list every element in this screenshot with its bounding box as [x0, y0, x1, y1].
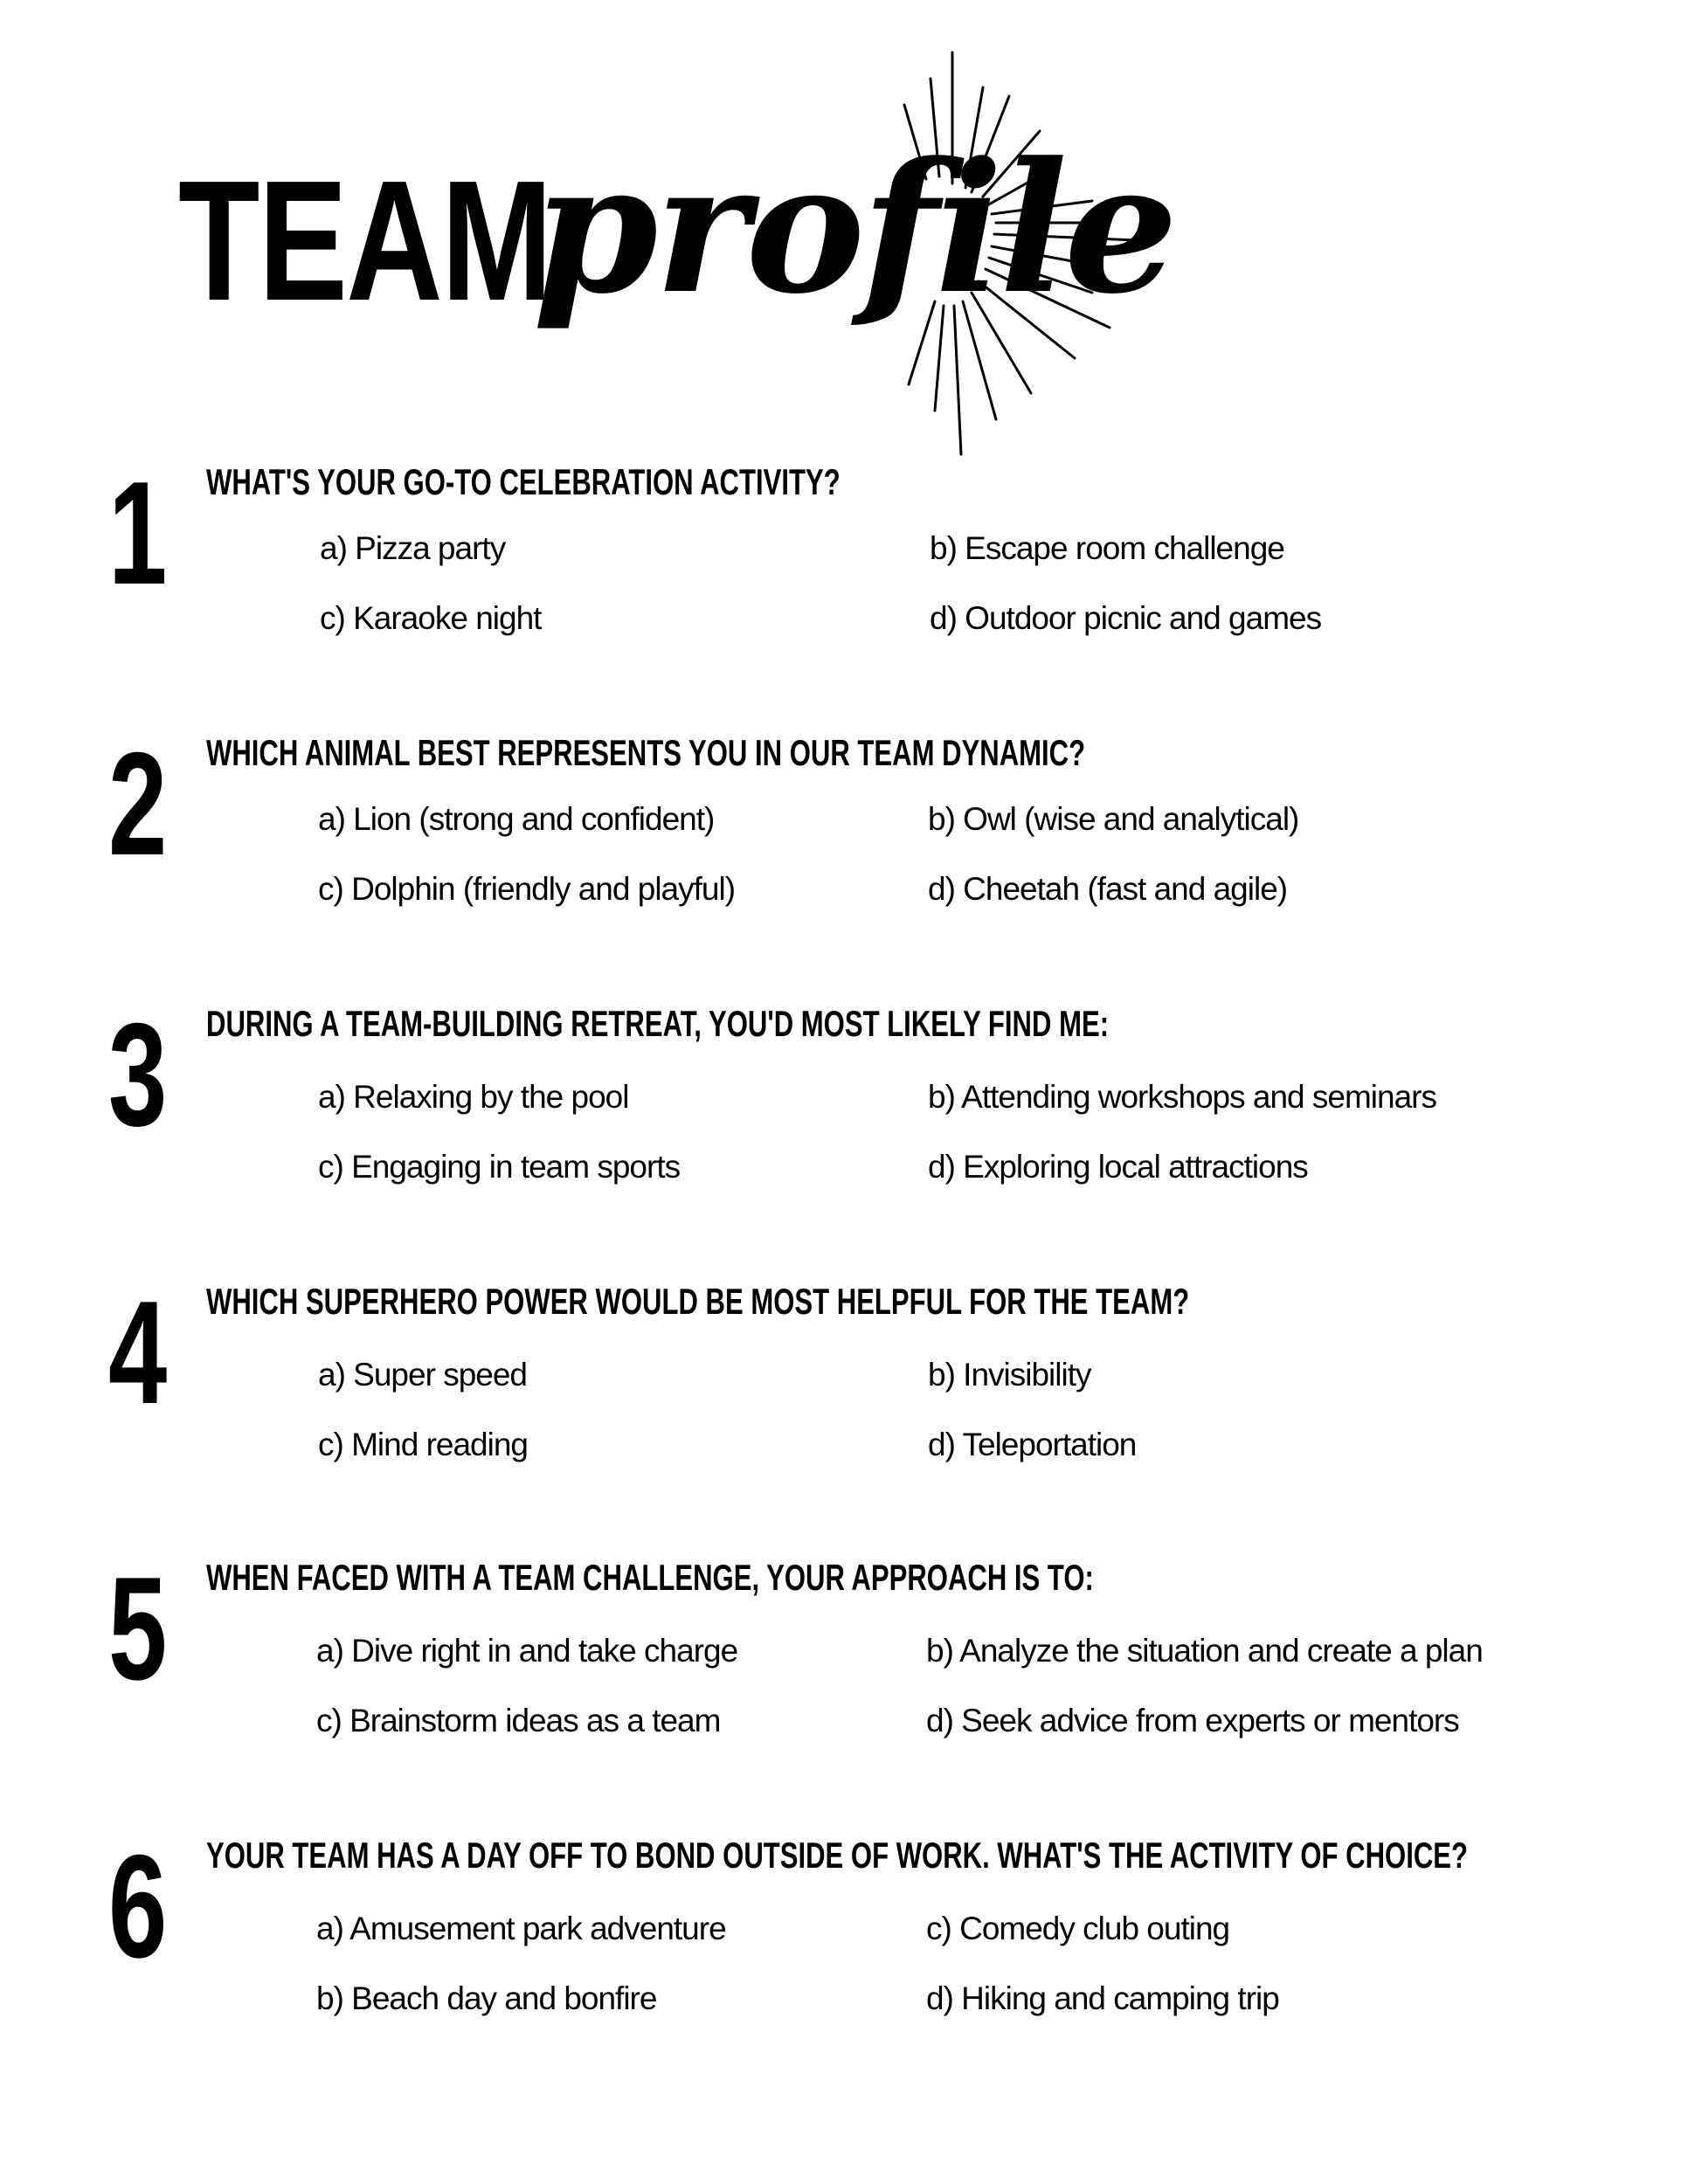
question-number: 1	[108, 451, 168, 615]
question-5	[0, 1546, 1688, 1782]
answer-option-b[interactable]: b) Attending workshops and seminars	[928, 1079, 1437, 1115]
answer-option-d[interactable]: d) Seek advice from experts or mentors	[926, 1703, 1459, 1738]
answer-option-c-right[interactable]: c) Comedy club outing	[926, 1911, 1230, 1946]
answer-option-b[interactable]: b) Owl (wise and analytical)	[928, 801, 1299, 837]
answer-option-c[interactable]: c) Engaging in team sports	[318, 1149, 681, 1185]
answer-option-a[interactable]: a) Dive right in and take charge	[316, 1633, 738, 1669]
answer-option-d[interactable]: d) Teleportation	[928, 1427, 1137, 1462]
question-1	[0, 451, 1688, 687]
answer-option-a[interactable]: a) Super speed	[318, 1357, 528, 1393]
question-3	[0, 992, 1688, 1228]
answer-option-a[interactable]: a) Pizza party	[320, 530, 506, 566]
answer-option-c[interactable]: c) Brainstorm ideas as a team	[316, 1703, 721, 1738]
answer-option-c[interactable]: c) Dolphin (friendly and playful)	[318, 871, 736, 907]
answer-option-d[interactable]: d) Outdoor picnic and games	[930, 600, 1322, 636]
question-text: WHICH ANIMAL BEST REPRESENTS YOU IN OUR TEAM DYNAMIC?	[206, 732, 1086, 773]
answer-option-d[interactable]: d) Exploring local attractions	[928, 1149, 1308, 1185]
title-profile: profile	[533, 124, 1175, 334]
answer-option-b-left[interactable]: b) Beach day and bonfire	[316, 1980, 657, 2016]
answer-option-d[interactable]: d) Hiking and camping trip	[926, 1980, 1279, 2016]
question-number: 2	[108, 722, 168, 886]
question-text: WHEN FACED WITH A TEAM CHALLENGE, YOUR APPROACH IS TO:	[206, 1557, 1094, 1598]
question-number: 3	[108, 992, 168, 1157]
question-text: YOUR TEAM HAS A DAY OFF TO BOND OUTSIDE OF WORK. WHAT'S THE ACTIVITY OF CHOICE?	[206, 1835, 1469, 1876]
answer-option-a[interactable]: a) Amusement park adventure	[316, 1911, 726, 1946]
answer-option-a[interactable]: a) Lion (strong and confident)	[318, 801, 715, 837]
answer-option-c[interactable]: c) Karaoke night	[320, 600, 542, 636]
answer-option-c[interactable]: c) Mind reading	[318, 1427, 529, 1462]
question-number: 6	[108, 1824, 168, 1988]
answer-option-a[interactable]: a) Relaxing by the pool	[318, 1079, 629, 1115]
answer-option-b[interactable]: b) Analyze the situation and create a plan	[926, 1633, 1483, 1669]
question-number: 4	[108, 1270, 168, 1434]
question-4	[0, 1270, 1688, 1506]
question-2	[0, 722, 1688, 957]
question-text: WHAT'S YOUR GO-TO CELEBRATION ACTIVITY?	[206, 461, 841, 502]
sunburst-decoration	[900, 26, 1180, 480]
question-text: DURING A TEAM-BUILDING RETREAT, YOU'D MOST LIKELY FIND ME:	[206, 1003, 1110, 1044]
title-team: TEAM	[178, 145, 551, 336]
question-number: 5	[108, 1546, 168, 1711]
answer-option-b[interactable]: b) Invisibility	[928, 1357, 1091, 1393]
question-6	[0, 1824, 1688, 2060]
question-text: WHICH SUPERHERO POWER WOULD BE MOST HELPFUL FOR THE TEAM?	[206, 1281, 1190, 1322]
answer-option-b[interactable]: b) Escape room challenge	[930, 530, 1284, 566]
answer-option-d[interactable]: d) Cheetah (fast and agile)	[928, 871, 1288, 907]
